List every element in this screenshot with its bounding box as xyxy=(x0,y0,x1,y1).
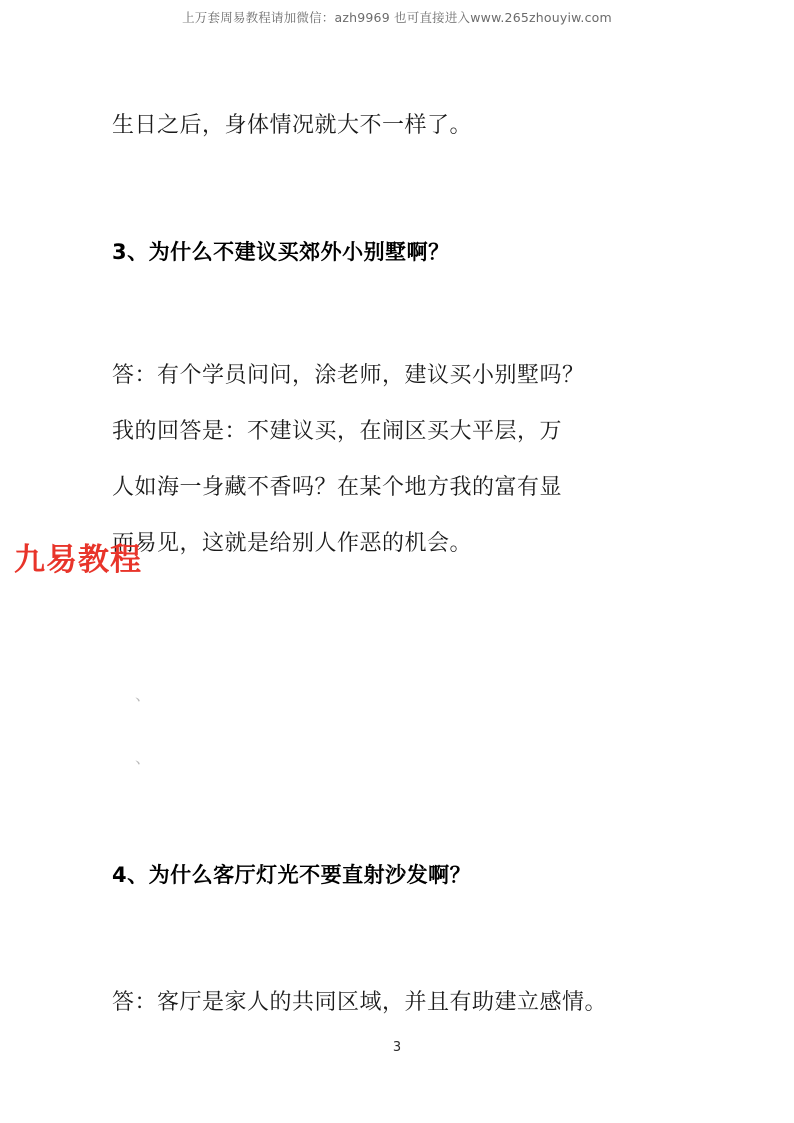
ink-smudge-1: 、 xyxy=(135,685,152,704)
section-3-answer-line-2: 我的回答是：不建议买，在闹区买大平层，万 xyxy=(112,419,563,444)
section-3-answer xyxy=(112,348,712,572)
section-3-heading xyxy=(112,232,712,272)
section-3-answer-line-1: 答：有个学员问问，涂老师，建议买小别墅吗？ xyxy=(112,363,585,388)
header-banner-text: 上万套周易教程请加微信：azh9969 也可直接进入www.265zhouyiw.com xyxy=(182,10,612,25)
section-3-answer-line-4: 而易见，这就是给别人作恶的机会。 xyxy=(112,531,473,556)
section-3-answer-line-3: 人如海一身藏不香吗？在某个地方我的富有显 xyxy=(112,475,563,500)
intro-paragraph xyxy=(112,98,712,154)
section-4-answer xyxy=(112,975,712,1031)
section-4-heading xyxy=(112,855,712,895)
section-4-answer-line-1: 答：客厅是家人的共同区域，并且有助建立感情。 xyxy=(112,990,608,1015)
intro-paragraph-text: 生日之后，身体情况就大不一样了。 xyxy=(112,113,473,138)
page-number: 3 xyxy=(392,1040,402,1055)
section-3-heading-text: 3、为什么不建议买郊外小别墅啊？ xyxy=(112,240,450,264)
ink-smudge-2: 、 xyxy=(135,748,152,767)
section-4-heading-text: 4、为什么客厅灯光不要直射沙发啊？ xyxy=(112,863,472,887)
watermark-logo: 九易教程 xyxy=(14,542,142,578)
